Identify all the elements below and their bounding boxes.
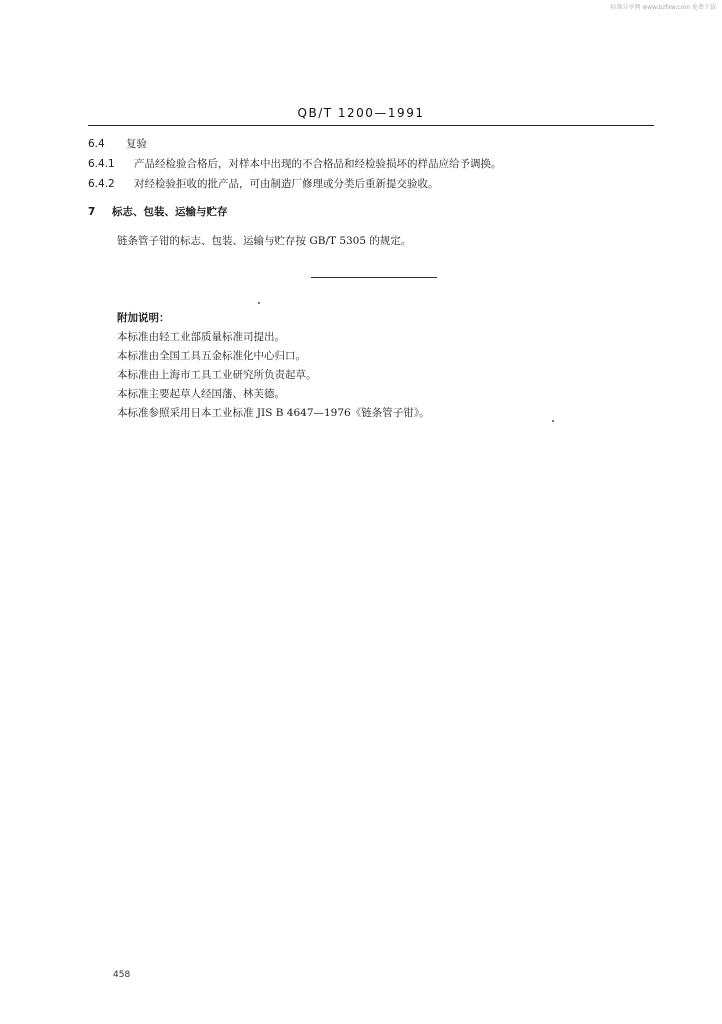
header-rule <box>88 125 654 126</box>
divider-rule <box>311 277 437 278</box>
standard-code-header: QB/T 1200—1991 <box>297 106 425 120</box>
note-item: 本标准参照采用日本工业标准 JIS B 4647—1976《链条管子钳》。 <box>117 407 430 419</box>
note-item: 本标准由全国工具五金标准化中心归口。 <box>117 350 306 362</box>
section-number: 7 <box>88 206 96 218</box>
watermark-text: 标准分享网 www.bzfxw.com 免费下载 <box>610 4 716 11</box>
section-text: 产品经检验合格后，对样本中出现的不合格品和经检验损坏的样品应给予调换。 <box>134 158 502 170</box>
scan-speck <box>258 302 260 304</box>
section-number: 6.4 <box>88 138 105 150</box>
section-title: 标志、包装、运输与贮存 <box>112 206 228 218</box>
page-number: 458 <box>113 970 131 980</box>
section-title: 复验 <box>126 138 147 150</box>
section-number: 6.4.1 <box>88 158 115 170</box>
section-7-heading <box>88 205 228 219</box>
section-6-4 <box>88 137 147 151</box>
note-item: 本标准主要起草人经国藩、林芙德。 <box>117 388 285 400</box>
note-item: 本标准由上海市工具工业研究所负责起草。 <box>117 369 317 381</box>
scan-speck <box>552 420 554 422</box>
section-6-4-1 <box>88 157 502 171</box>
section-7-body: 链条管子钳的标志、包装、运输与贮存按 GB/T 5305 的规定。 <box>117 235 412 247</box>
section-text: 对经检验拒收的批产品，可由制造厂修理或分类后重新提交验收。 <box>134 178 439 190</box>
section-number: 6.4.2 <box>88 178 115 190</box>
notes-heading: 附加说明： <box>117 312 170 324</box>
note-item: 本标准由轻工业部质量标准司提出。 <box>117 331 285 343</box>
section-6-4-2 <box>88 177 439 191</box>
